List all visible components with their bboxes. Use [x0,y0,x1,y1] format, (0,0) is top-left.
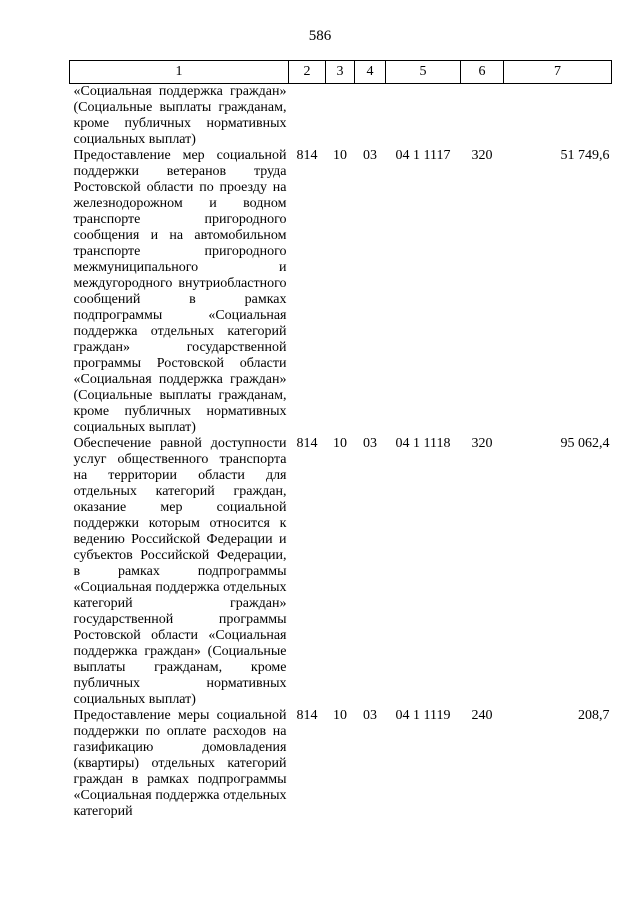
column-header: 5 [386,61,461,84]
column-header: 7 [504,61,612,84]
section-code: 10 [333,708,347,723]
column-header: 2 [289,61,326,84]
column-header: 4 [355,61,386,84]
ministry-code: 814 [296,148,318,163]
row-description: Предоставление меры социальной поддержки по оплате расходов на газификацию домовладения (квартиры) отдельных категорий граждан в рамках подпрограммы «Социальная поддержка отдельных категорий [73,708,287,819]
expense-type-code: 320 [471,436,493,451]
budget-table [69,60,612,820]
section-code [326,84,355,149]
table-row [70,84,612,149]
target-article-code [386,84,461,149]
column-header: 3 [326,61,355,84]
page-number: 586 [308,28,332,44]
amount: 208,7 [578,708,610,723]
column-header: 1 [70,61,289,84]
subsection-code [355,84,386,149]
target-article-code: 04 1 1118 [395,436,451,451]
amount: 51 749,6 [560,148,610,163]
row-description: «Социальная поддержка граждан» (Социальные выплаты гражданам, кроме публичных нормативных социальных выплат) [73,84,287,147]
table-row [70,708,612,820]
row-description: Предоставление мер социальной поддержки ветеранов труда Ростовской области по проезду на железнодорожном и водном транспорте пригородного сообщения и на автомобильном транспорте пригородного межмуниципального и междугородного внутриобластного сообщений в рамках подпрограммы «Социальная поддержка отдельных категорий граждан» государственной программы Ростовской области «Социальная поддержка граждан» (Социальные выплаты гражданам, кроме публичных нормативных социальных выплат) [73,148,287,435]
section-code: 10 [333,436,347,451]
subsection-code: 03 [363,708,377,723]
table-header-row [70,61,612,84]
row-description: Обеспечение равной доступности услуг общественного транспорта на территории области для отдельных категорий граждан, оказание мер социальной поддержки которым относится к ведению Российской Федерации и субъектов Российской Федерации, в рамках подпрограммы «Социальная поддержка отдельных категорий граждан» государственной программы Ростовской области «Социальная поддержка граждан» (Социальные выплаты гражданам, кроме публичных нормативных социальных выплат) [73,436,287,707]
expense-type-code [461,84,504,149]
target-article-code: 04 1 1117 [395,148,451,163]
column-header: 6 [461,61,504,84]
ministry-code: 814 [296,436,318,451]
table-row [70,148,612,436]
amount [504,84,612,149]
subsection-code: 03 [363,436,377,451]
amount: 95 062,4 [560,436,610,451]
section-code: 10 [333,148,347,163]
ministry-code [289,84,326,149]
expense-type-code: 320 [471,148,493,163]
subsection-code: 03 [363,148,377,163]
table-row [70,436,612,708]
ministry-code: 814 [296,708,318,723]
expense-type-code: 240 [471,708,493,723]
target-article-code: 04 1 1119 [395,708,451,723]
